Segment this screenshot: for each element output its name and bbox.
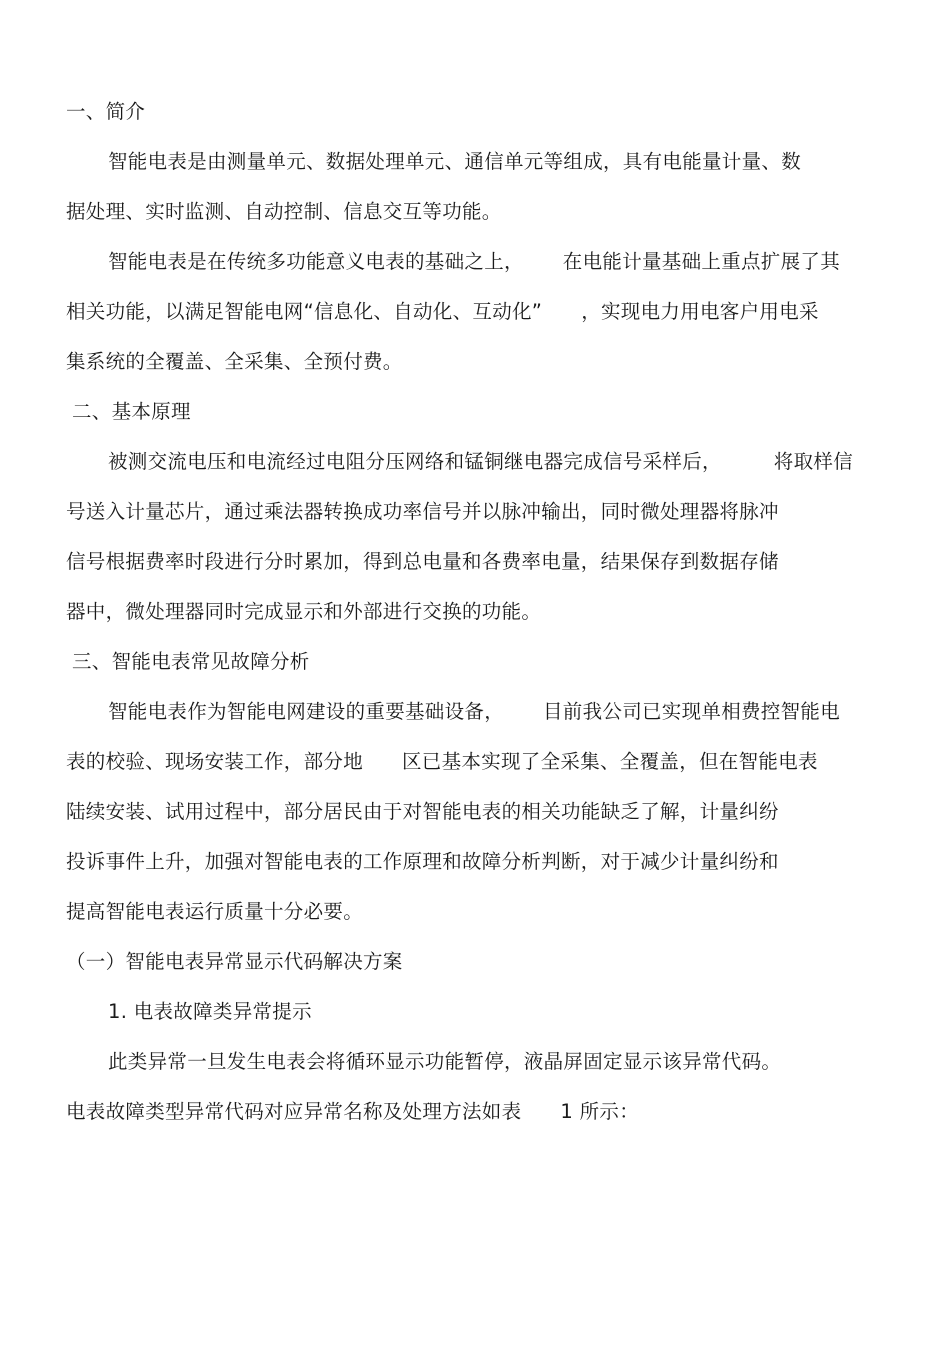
paragraph-line: 相关功能，以满足智能电网“信息化、自动化、互动化” ，实现电力用电客户用电采 — [66, 300, 819, 323]
paragraph-line: 信号根据费率时段进行分时累加，得到总电量和各费率电量，结果保存到数据存储 — [66, 550, 779, 573]
paragraph-line: 电表故障类型异常代码对应异常名称及处理方法如表 1 所示： — [66, 1100, 639, 1123]
paragraph-line: 提高智能电表运行质量十分必要。 — [66, 900, 364, 923]
paragraph-line: 陆续安装、试用过程中，部分居民由于对智能电表的相关功能缺乏了解，计量纠纷 — [66, 800, 779, 823]
paragraph-line: 表的校验、现场安装工作，部分地 区已基本实现了全采集、全覆盖，但在智能电表 — [66, 750, 818, 773]
paragraph-line: 此类异常一旦发生电表会将循环显示功能暂停，液晶屏固定显示该异常代码。 — [108, 1050, 782, 1073]
section-heading-principle: 二、基本原理 — [72, 400, 191, 423]
paragraph-line: 据处理、实时监测、自动控制、信息交互等功能。 — [66, 200, 502, 223]
paragraph-line: 集系统的全覆盖、全采集、全预付费。 — [66, 350, 403, 373]
section-heading-faults: 三、智能电表常见故障分析 — [72, 650, 310, 673]
paragraph-line: 智能电表是在传统多功能意义电表的基础之上， 在电能计量基础上重点扩展了其 — [108, 250, 840, 273]
subsection-heading-meter-fault: 1. 电表故障类异常提示 — [108, 1000, 312, 1023]
paragraph-line: 号送入计量芯片，通过乘法器转换成功率信号并以脉冲输出，同时微处理器将脉冲 — [66, 500, 779, 523]
subsection-heading-codes: （一）智能电表异常显示代码解决方案 — [66, 950, 403, 973]
paragraph-line: 智能电表作为智能电网建设的重要基础设备， 目前我公司已实现单相费控智能电 — [108, 700, 840, 723]
paragraph-line: 被测交流电压和电流经过电阻分压网络和锰铜继电器完成信号采样后， 将取样信 — [108, 450, 853, 473]
paragraph-line: 投诉事件上升，加强对智能电表的工作原理和故障分析判断，对于减少计量纠纷和 — [66, 850, 779, 873]
paragraph-line: 器中，微处理器同时完成显示和外部进行交换的功能。 — [66, 600, 542, 623]
paragraph-line: 智能电表是由测量单元、数据处理单元、通信单元等组成，具有电能量计量、数 — [108, 150, 802, 173]
section-heading-intro: 一、简介 — [66, 100, 146, 123]
